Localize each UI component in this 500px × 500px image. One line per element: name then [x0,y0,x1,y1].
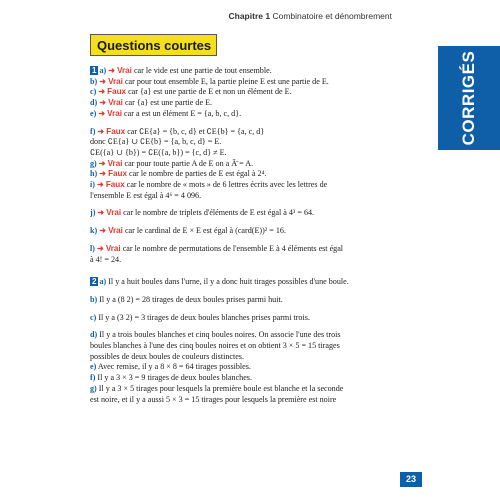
verdict: Vrai [106,208,122,218]
answer-text: Avec remise, il y a 8 × 8 = 64 tirages possibles. [97,362,251,372]
answers-content [90,66,398,405]
q1-d [90,98,398,109]
arrow-icon: ➜ [99,226,107,236]
answer-text: car pour toute partie A de E on a Ā̄ = A. [124,158,254,168]
answer-text: car {a} est une partie de E et non un élément de E. [128,87,292,97]
item-letter: l) [90,243,95,253]
page-number: 23 [400,472,422,487]
verdict: Vrai [107,158,123,168]
q2-f [90,373,398,384]
q1-e [90,109,398,120]
answer-text: car le nombre de permutations de l'ensemble E à 4 éléments est égal [122,243,344,253]
chapter-title: Combinatoire et dénombrement [272,11,392,21]
q1-f [90,127,398,138]
arrow-icon: ➜ [97,126,105,136]
item-letter: g) [90,158,97,168]
answer-text: car {a} est une partie de E. [124,98,213,108]
q1-a [90,66,398,77]
q1-i [90,180,398,191]
item-letter: f) [90,126,96,136]
answer-text: Il y a (3 2) = 3 tirages de deux boules blanches prises parmi trois. [98,312,310,322]
verdict: Vrai [117,66,132,75]
q1-h [90,169,398,180]
q2-c [90,313,398,324]
verdict: Faux [105,180,125,190]
item-letter: d) [90,98,98,108]
question-number: 1 [92,66,97,75]
verdict: Faux [106,126,126,136]
answer-text: car ∁E{a} = {b, c, d} et ∁E{b} = {a, c, d} [127,126,265,136]
q2-d-line2: boules blanches à l'une des cinq boules noires et on obtient 3 × 5 = 15 tirages [90,341,340,351]
item-letter: a) [99,66,107,75]
q1-b [90,77,398,88]
arrow-icon: ➜ [96,180,104,190]
section-title: Questions courtes [90,34,217,56]
q1-c [90,87,398,98]
q1-l-line2: à 4! = 24. [90,254,122,264]
answer-text: Il y a 3 × 3 = 9 tirages de deux boules blanches. [97,373,252,383]
verdict: Faux [107,87,127,97]
corriges-tab [438,46,500,150]
question-number: 2 [92,277,97,287]
q1-k [90,226,398,237]
arrow-icon: ➜ [108,66,116,75]
arrow-icon: ➜ [98,158,106,168]
q2-g-line2: est noire, et il y a aussi 5 × 3 = 15 tirages pour lesquels la première est noire [90,394,337,404]
arrow-icon: ➜ [99,76,107,86]
q2-d-line3: possibles de deux boules de couleurs distinctes. [90,351,244,361]
q2-d [90,330,398,341]
arrow-icon: ➜ [96,243,104,253]
item-letter: e) [90,108,97,118]
q1-f-line3: ∁E({a} ∪ {b}) = ∁E({a, b}) = {c, d} ≠ E. [90,147,227,157]
q2-e [90,362,398,373]
verdict: Vrai [107,108,123,118]
answer-text: Il y a huit boules dans l'urne, il y a donc huit tirages possibles d'une boule. [108,277,349,287]
verdict: Vrai [108,226,123,236]
item-letter: e) [90,362,97,372]
item-letter: g) [90,383,97,393]
item-letter: i) [90,180,95,190]
arrow-icon: ➜ [99,169,107,179]
answer-text: car le nombre de triplets d'éléments de E est égal à 4³ = 64. [123,208,315,218]
answer-text: Il y a 3 × 5 tirages pour lesquels la première boule est blanche et la seconde [98,383,344,393]
q1-g [90,159,398,170]
tab-label: CORRIGÉS [459,50,478,146]
answer-text: car le cardinal de E × E est égal à (card(E))² = 16. [124,226,286,236]
item-letter: d) [90,330,98,340]
item-letter: h) [90,169,98,179]
q1-j [90,208,398,219]
item-letter: b) [90,76,98,86]
q2-g [90,384,398,395]
verdict: Vrai [108,76,123,86]
arrow-icon: ➜ [98,87,106,97]
item-letter: b) [90,294,98,304]
answer-text: Il y a (8 2) = 28 tirages de deux boules prises parmi huit. [99,294,283,304]
answer-text: car pour tout ensemble E, la partie pleine E est une partie de E. [124,76,329,86]
q1-i-line2: l'ensemble E est égal à 4⁶ = 4 096. [90,190,202,200]
item-letter: f) [90,373,96,383]
item-letter: j) [90,208,96,218]
running-header [229,11,393,21]
arrow-icon: ➜ [98,108,106,118]
q1-l [90,244,398,255]
answer-text: car le nombre de parties de E est égal à 2⁴. [129,169,267,179]
answer-text: Il y a trois boules blanches et cinq boules noires. On associe l'une des trois [99,330,341,340]
arrow-icon: ➜ [97,208,105,218]
q1-f-line2: donc ∁E{a} ∪ ∁E{b} = {a, b, c, d} = E. [90,137,222,147]
arrow-icon: ➜ [99,98,107,108]
verdict: Faux [108,169,127,179]
item-letter: c) [90,87,97,97]
verdict: Vrai [108,98,123,108]
item-letter: k) [90,226,98,236]
item-letter: c) [90,312,97,322]
q2-a [90,277,398,288]
answer-text: car le vide est une partie de tout ensemble. [133,66,272,75]
answer-text: car a est un élément E = {a, b, c, d}. [124,108,242,118]
chapter-label: Chapitre 1 [228,11,271,21]
q2-b [90,295,398,306]
verdict: Vrai [105,243,121,253]
answer-text: car le nombre de « mots » de 6 lettres écrits avec les lettres de [126,180,328,190]
item-letter: a) [99,277,107,287]
